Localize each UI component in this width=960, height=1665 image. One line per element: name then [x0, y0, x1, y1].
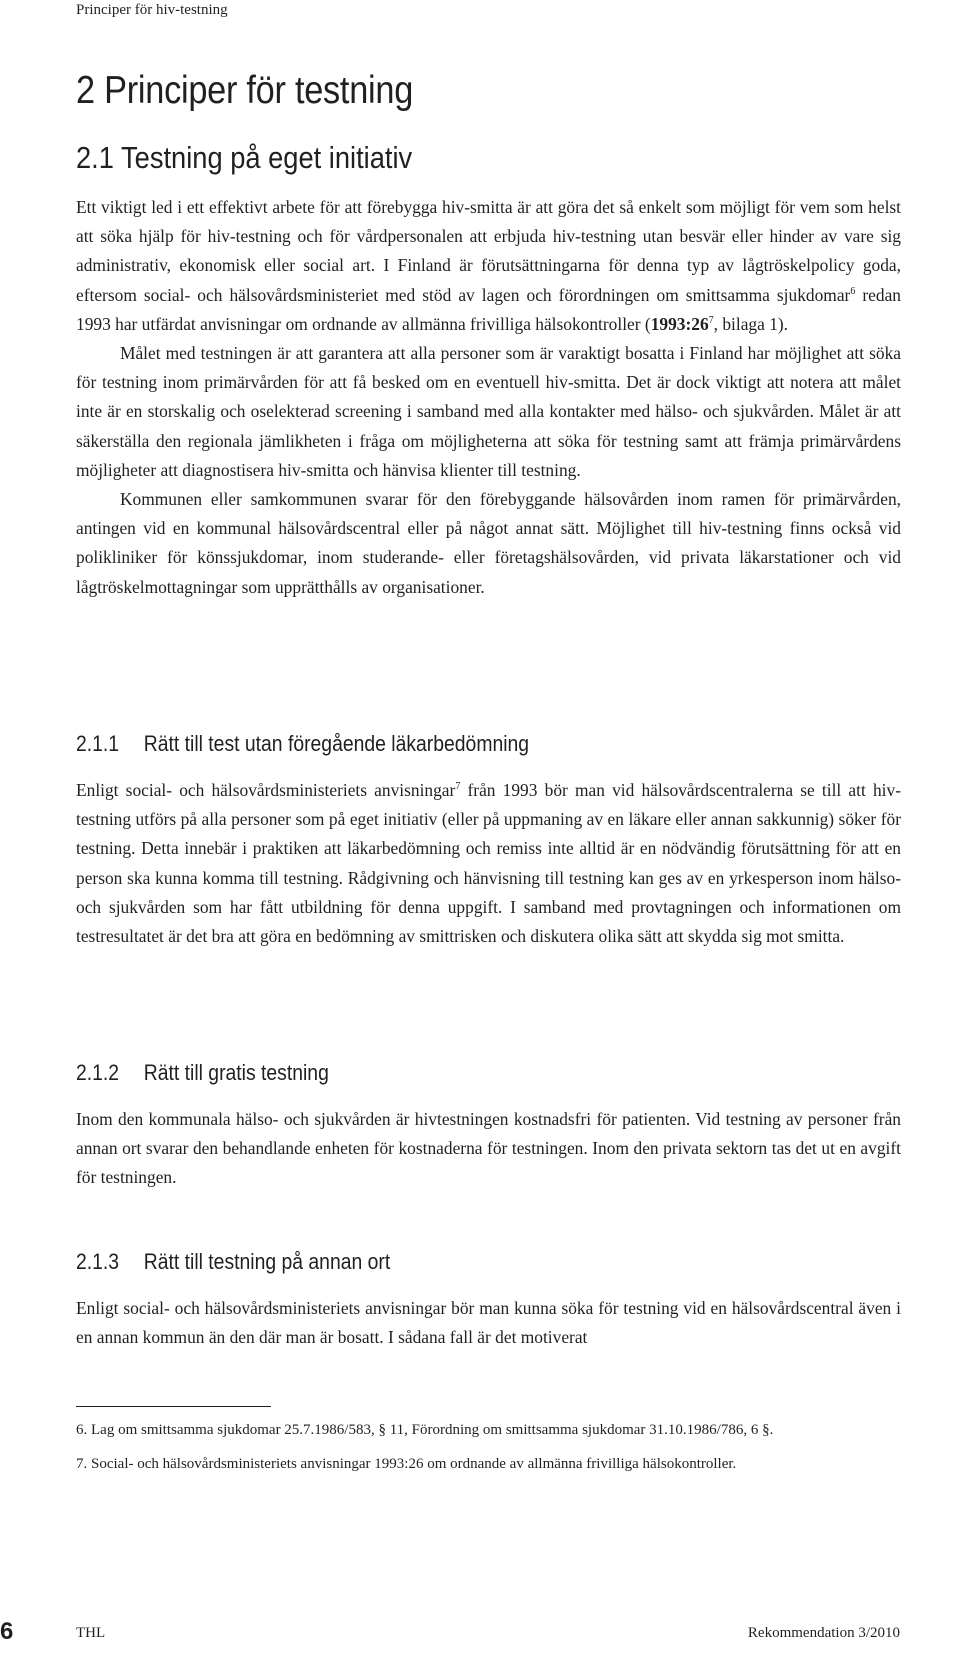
subsection-number: 2.1.1 — [76, 731, 120, 756]
subsection-title: Rätt till test utan föregående läkarbedömning — [143, 731, 530, 756]
subsection-title: Rätt till gratis testning — [143, 1060, 329, 1085]
footnote: 6. Lag om smittsamma sjukdomar 25.7.1986/583, § 11, Förordning om smittsamma sjukdomar 31.10.1986/786, 6 §. — [76, 1422, 774, 1438]
reference-code: 1993:26 — [650, 313, 709, 334]
page-number: 6 — [0, 1618, 14, 1645]
subsection-heading — [76, 1059, 329, 1087]
paragraph: Enligt social- och hälsovårdsministeriets anvisningar$^7$ från 1993 bör man vid hälsovårdscentralerna se till att hiv-testning utförs på alla personer som på eget initiativ (eller på uppmaning av en läkare eller annan sakkunnig) söker för testning. Detta innebär i praktiken att läkarbedömning och remiss inte alltid är en nödvändig förutsättning för att en person ska kunna komma till testning. Rådgivning och hänvisning till testning kan ges av en yrkesperson inom hälso- och sjukvården som har fått utbildning för denna uppgift. I samband med provtagningen och informationen om testresultatet är det bra att göra en bedömning av smittrisken och diskutera olika sätt att skydda sig mot smitta. — [76, 780, 901, 947]
footnote-divider — [76, 1406, 271, 1407]
running-header: Principer för hiv-testning — [76, 2, 228, 18]
footnote-ref: 7 — [455, 781, 461, 792]
subsection-heading — [76, 730, 529, 758]
paragraph: Målet med testningen är att garantera att alla personer som är varaktigt bosatta i Finland har möjlighet att söka för testning inom primärvården för att få besked om en eventuell hiv-smitta. Det är dock viktigt att notera att målet inte är en storskalig och oselekterad screening i samband med alla kontakter med hälso- och sjukvården. Målet är att säkerställa den regionala jämlikheten i fråga om möjligheterna att söka för testning samt att främja primärvårdens möjligheter att diagnostisera hiv-smitta och hänvisa klienter till testning. — [76, 343, 901, 480]
subsection-title: Rätt till testning på annan ort — [143, 1249, 391, 1274]
subsection-number: 2.1.2 — [76, 1060, 120, 1085]
footnotes — [76, 1417, 906, 1485]
subsection-body — [76, 1294, 901, 1352]
footnote-ref: 6 — [850, 285, 856, 297]
footer-publisher: THL — [76, 1625, 106, 1641]
paragraph: Kommunen eller samkommunen svarar för den förebyggande hälsovården inom ramen för primärvården, antingen vid en kommunal hälsovårdscentral eller på något annat sätt. Möjlighet till hiv-testning finns också vid polikliniker för könssjukdomar, inom studerande- eller företagshälsovården, vid privata läkarstationer och vid lågtröskelmottagningar som upprätthålls av organisationer. — [76, 489, 901, 597]
paragraph: Enligt social- och hälsovårdsministeriets anvisningar bör man kunna söka för testning vid en hälsovårdscentral även i en annan kommun än den där man är bosatt. I sådana fall är det motiverat — [76, 1298, 901, 1348]
subsection-number: 2.1.3 — [76, 1249, 120, 1274]
paragraph: Ett viktigt led i ett effektivt arbete för att förebygga hiv-smitta är att göra det så enkelt som möjligt för vem som helst att söka hjälp för hiv-testning och för vårdpersonalen att erbjuda hiv-testning utan besvär eller hinder av vare sig administrativ, ekonomisk eller social art. I Finland är förutsättningarna för denna typ av lågtröskelpolicy goda, eftersom social- och hälsovårdsministeriet med stöd av lagen och förordningen om smittsamma sjukdomar$^6$ redan 1993 har utfärdat anvisningar om ordnande av allmänna frivilliga hälsokontroller ($1993:26^7$, bilaga 1). — [76, 197, 902, 334]
subsection-body — [76, 776, 901, 951]
section-title: 2.1 Testning på eget initiativ — [76, 140, 413, 175]
footer-series: Rekommendation 3/2010 — [747, 1625, 900, 1641]
footnote: 7. Social- och hälsovårdsministeriets anvisningar 1993:26 om ordnande av allmänna frivilliga hälsokontroller. — [76, 1456, 737, 1472]
chapter-title: 2 Principer för testning — [76, 69, 414, 112]
section-body — [76, 193, 901, 602]
paragraph: Inom den kommunala hälso- och sjukvården är hivtestningen kostnadsfri för patienten. Vid testning av personer från annan ort svarar den behandlande enheten för kostnaderna för testningen. Inom den privata sektorn tas det ut en avgift för testningen. — [76, 1109, 901, 1188]
footnote-ref: 7 — [708, 314, 714, 326]
subsection-heading — [76, 1248, 390, 1276]
subsection-body — [76, 1105, 901, 1193]
